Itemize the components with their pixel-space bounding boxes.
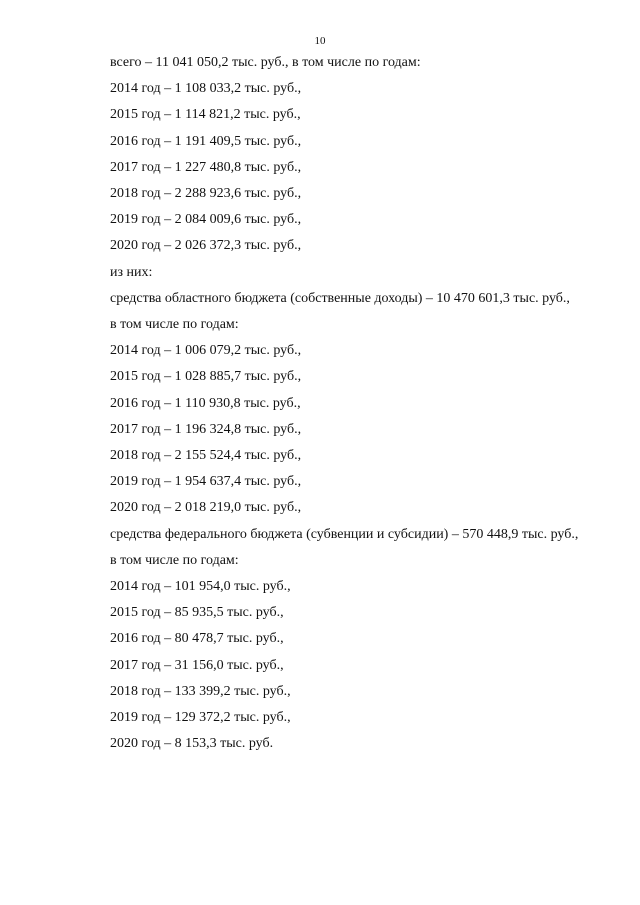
total-year-2017: 2017 год – 1 227 480,8 тыс. руб., bbox=[110, 159, 302, 175]
federal-year-2018: 2018 год – 133 399,2 тыс. руб., bbox=[110, 683, 291, 699]
total-year-2015: 2015 год – 1 114 821,2 тыс. руб., bbox=[110, 107, 301, 123]
regional-by-years-label: в том числе по годам: bbox=[110, 317, 239, 333]
page-number: 10 bbox=[314, 35, 326, 47]
federal-by-years-label: в том числе по годам: bbox=[110, 552, 239, 568]
total-year-2014: 2014 год – 1 108 033,2 тыс. руб., bbox=[110, 81, 302, 97]
regional-year-2014: 2014 год – 1 006 079,2 тыс. руб., bbox=[110, 343, 302, 359]
regional-year-2020: 2020 год – 2 018 219,0 тыс. руб., bbox=[110, 500, 302, 516]
federal-year-2020: 2020 год – 8 153,3 тыс. руб. bbox=[110, 736, 274, 752]
total-year-2018: 2018 год – 2 288 923,6 тыс. руб., bbox=[110, 186, 302, 202]
regional-year-2017: 2017 год – 1 196 324,8 тыс. руб., bbox=[110, 421, 302, 437]
federal-year-2016: 2016 год – 80 478,7 тыс. руб., bbox=[110, 631, 284, 647]
regional-year-2016: 2016 год – 1 110 930,8 тыс. руб., bbox=[110, 395, 301, 411]
federal-budget-heading: средства федерального бюджета (субвенции и субсидии) – 570 448,9 тыс. руб., bbox=[110, 526, 579, 542]
federal-year-2017: 2017 год – 31 156,0 тыс. руб., bbox=[110, 657, 284, 673]
document-body bbox=[62, 50, 600, 757]
federal-year-2015: 2015 год – 85 935,5 тыс. руб., bbox=[110, 605, 284, 621]
federal-year-2019: 2019 год – 129 372,2 тыс. руб., bbox=[110, 710, 291, 726]
regional-year-2018: 2018 год – 2 155 524,4 тыс. руб., bbox=[110, 448, 302, 464]
regional-year-2019: 2019 год – 1 954 637,4 тыс. руб., bbox=[110, 474, 302, 490]
federal-year-2014: 2014 год – 101 954,0 тыс. руб., bbox=[110, 579, 291, 595]
total-funding-line: всего – 11 041 050,2 тыс. руб., в том числе по годам: bbox=[110, 55, 421, 70]
total-year-2016: 2016 год – 1 191 409,5 тыс. руб., bbox=[110, 133, 302, 149]
total-year-2019: 2019 год – 2 084 009,6 тыс. руб., bbox=[110, 212, 302, 228]
of-them-label: из них: bbox=[110, 264, 153, 280]
regional-budget-heading: средства областного бюджета (собственные доходы) – 10 470 601,3 тыс. руб., bbox=[110, 290, 570, 306]
regional-year-2015: 2015 год – 1 028 885,7 тыс. руб., bbox=[110, 369, 302, 385]
total-year-2020: 2020 год – 2 026 372,3 тыс. руб., bbox=[110, 238, 302, 254]
